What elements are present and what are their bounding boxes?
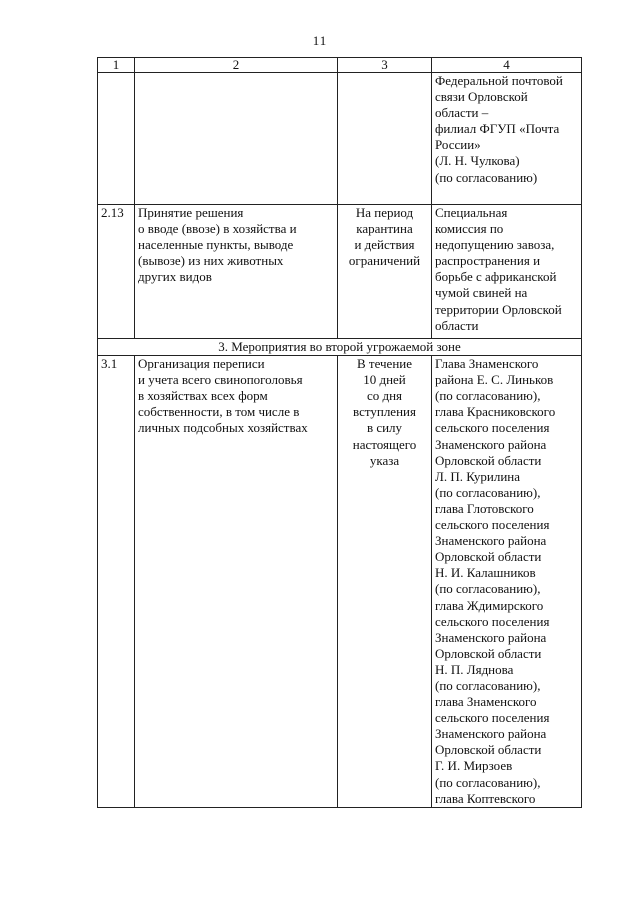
term-cell: На период карантина и действия ограничений [338,205,432,339]
section-row [98,339,582,356]
table-row [98,356,582,808]
row-number: 3.1 [98,356,135,808]
section-title: 3. Мероприятия во второй угрожаемой зоне [98,339,582,356]
table-header-row [98,58,582,73]
row-number [98,73,135,205]
measure-cell: Организация переписи и учета всего свинопоголовья в хозяйствах всех форм собственности, в том числе в личных подсобных хозяйствах [135,356,338,808]
responsible-cell: Специальная комиссия по недопущению завоза, распространения и борьбе с африканской чумой свиней на территории Орловской области [432,205,582,339]
header-col-2: 2 [135,58,338,73]
term-cell [338,73,432,205]
page-number: 11 [312,33,328,48]
responsible-cell: Федеральной почтовой связи Орловской области – филиал ФГУП «Почта России» (Л. Н. Чулкова) (по согласованию) [432,73,582,205]
measure-cell [135,73,338,205]
table-row [98,205,582,339]
responsible-cell: Глава Знаменского района Е. С. Линьков (по согласованию), глава Красниковского сельского поселения Знаменского района Орловской области Л. П. Курилина (по согласованию), глава Глотовского сельского поселения Знаменского района Орловской области Н. И. Калашников (по согласованию), глава Ждимирского сельского поселения Знаменского района Орловской области Н. П. Ляднова (по согласованию), глава Знаменского сельского поселения Знаменского района Орловской области Г. И. Мирзоев (по согласованию), глава Коптевского [432,356,582,808]
measure-cell: Принятие решения о вводе (ввозе) в хозяйства и населенные пункты, выводе (вывозе) из них животных других видов [135,205,338,339]
row-number: 2.13 [98,205,135,339]
table-row [98,73,582,205]
header-col-1: 1 [98,58,135,73]
term-cell: В течение 10 дней со дня вступления в силу настоящего указа [338,356,432,808]
measures-table [97,57,582,808]
header-col-4: 4 [432,58,582,73]
header-col-3: 3 [338,58,432,73]
